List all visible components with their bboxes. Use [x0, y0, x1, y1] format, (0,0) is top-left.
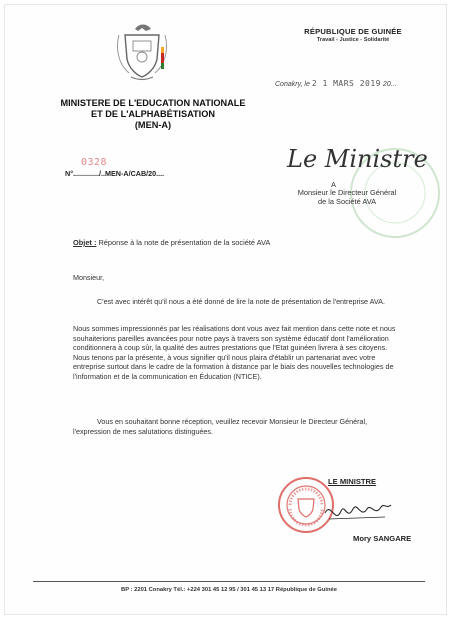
- ministry-line: (MEN-A): [134, 120, 172, 130]
- ministry-name: [33, 98, 273, 131]
- dateline-suffix: 20...: [382, 81, 397, 88]
- ministry-line: MINISTERE DE L'EDUCATION NATIONALE: [60, 98, 246, 108]
- footer-divider: [33, 581, 425, 582]
- footer-contact: BP : 2201 Conakry Tél.: +224 301 45 12 95 / 301 45 13 17 République de Guinée: [121, 587, 337, 593]
- body-paragraph: Nous sommes impressionnés par les réalisations dont vous avez fait mention dans cette note et nous souhaiterions pareilles avancées pour notre pays à travers son système éducatif dont l'amélioration conditionnera à coup sûr, la qualité des autres prestations que l'Etat guinéen livrera à ses citoyens.: [73, 324, 396, 353]
- republic-title: RÉPUBLIQUE DE GUINÉE: [304, 27, 402, 36]
- dateline: [275, 79, 445, 88]
- guinea-coat-of-arms-icon: [113, 19, 171, 83]
- salutation: Monsieur,: [73, 273, 105, 282]
- subject-line: [73, 238, 270, 247]
- signatory-name: Mory SANGARE: [353, 534, 412, 543]
- body-paragraph: C'est avec intérêt qu'il nous a été donné de lire la note de présentation de l'entreprise AVA.: [97, 297, 385, 306]
- republic-motto: Travail - Justice - Solidarité: [316, 37, 390, 43]
- body-paragraph: Vous en souhaitant bonne réception, veuillez recevoir Monsieur le Directeur Général, l'expression de mes salutations distinguées.: [73, 417, 368, 436]
- reference-number: 0328: [81, 157, 108, 168]
- recipient-line-1: Monsieur le Directeur Général: [297, 188, 397, 197]
- reference-line: N°............./..MEN-A/CAB/20....: [65, 169, 165, 178]
- signatory-title: LE MINISTRE: [328, 477, 377, 486]
- le-ministre-heading: Le Ministre: [287, 145, 428, 173]
- date-stamp: 2 1 MARS 2019: [311, 79, 381, 88]
- ministry-line: ET DE L'ALPHABÉTISATION: [90, 109, 215, 119]
- recipient-a: A: [331, 180, 336, 189]
- recipient-line-2: de la Société AVA: [317, 197, 377, 206]
- body-paragraph-group: [73, 324, 401, 382]
- letter-page: [4, 4, 447, 615]
- subject-text: Réponse à la note de présentation de la société AVA: [98, 238, 271, 247]
- body-paragraph: Nous tenons par la présente, à vous signifier qu'il nous plaira d'établir un partenariat avec votre entreprise surtout dans le cadre de la formation à distance par le biais des nouvelles technologies de l'information et de la communication en Éducation (NTICE).: [73, 352, 394, 381]
- handwritten-signature-icon: [321, 495, 393, 531]
- dateline-prefix: Conakry, le: [275, 81, 310, 88]
- subject-label: Objet :: [73, 238, 97, 247]
